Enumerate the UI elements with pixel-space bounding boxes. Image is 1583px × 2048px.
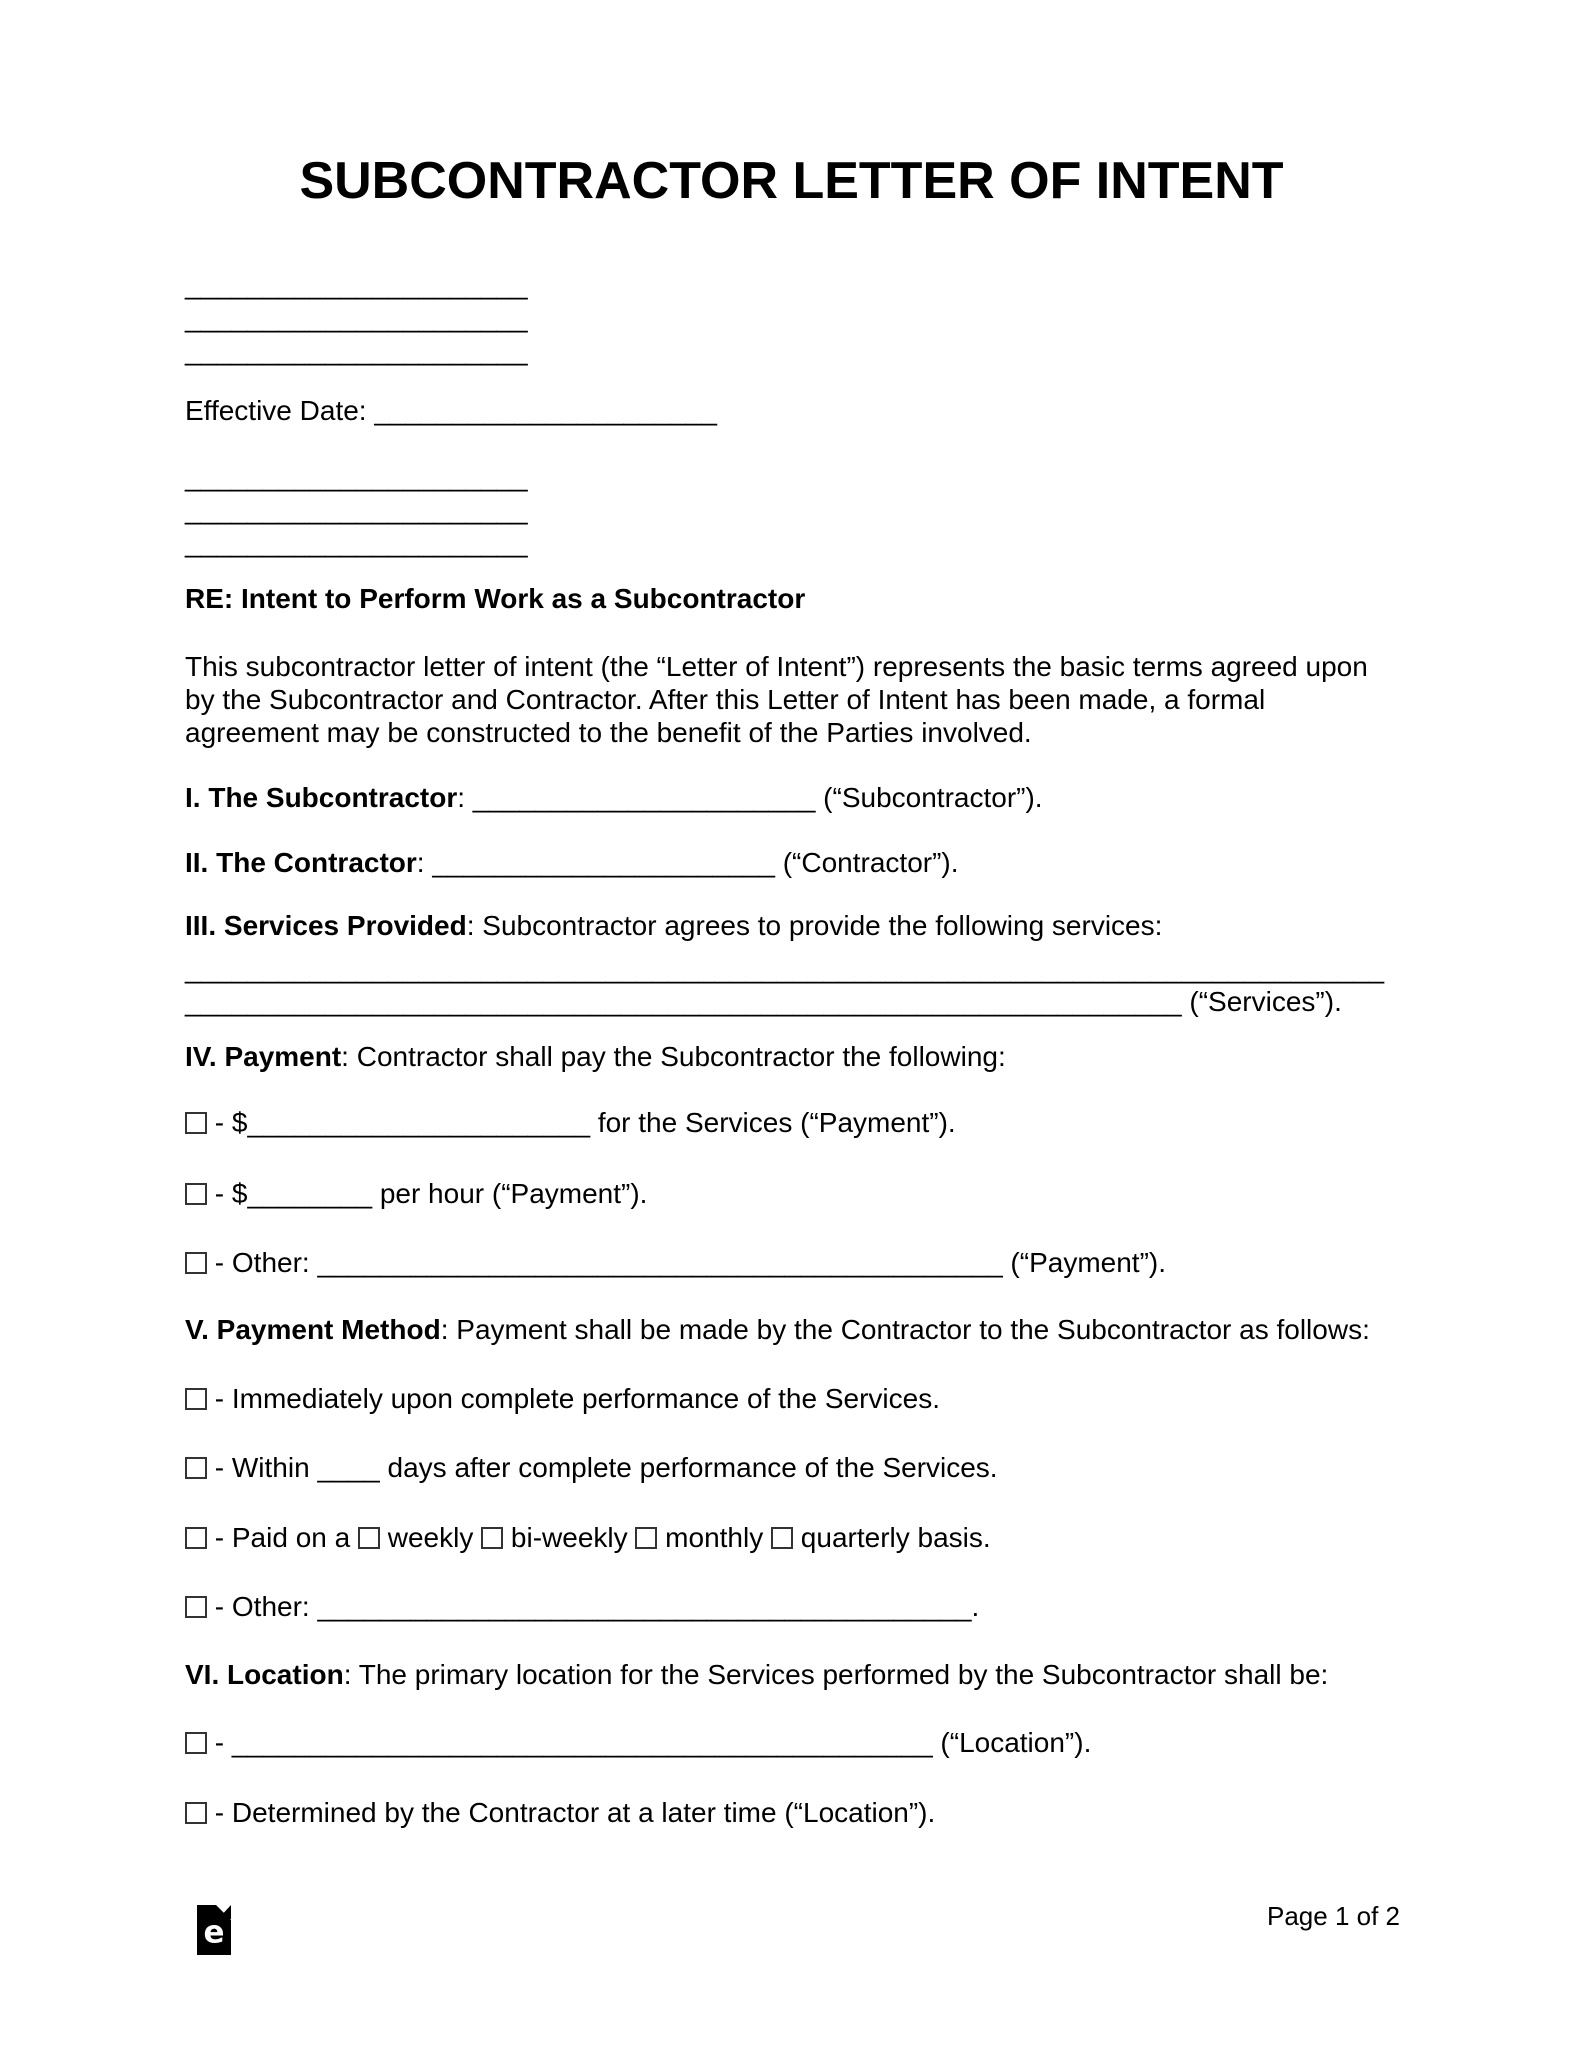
payment-method-within-days: - Within ____ days after complete performance of the Services. — [185, 1451, 1394, 1484]
section-payment-method — [185, 1313, 1394, 1346]
payment-option-fixed-amount: - $______________________ for the Services (“Payment”). — [185, 1106, 1394, 1139]
intro-paragraph — [185, 650, 1394, 749]
section-label: I. The Subcontractor — [185, 782, 458, 813]
checkbox-icon[interactable] — [185, 1457, 207, 1479]
section-label: VI. Location — [185, 1659, 344, 1690]
location-option-later: - Determined by the Contractor at a later time (“Location”). — [185, 1796, 1394, 1829]
location-option-address: - _____________________________________________ (“Location”). — [185, 1726, 1394, 1759]
checkbox-icon[interactable] — [185, 1802, 207, 1824]
section-payment — [185, 1040, 1394, 1073]
section-subcontractor — [185, 781, 1394, 814]
checkbox-icon[interactable] — [185, 1252, 207, 1274]
section-contractor — [185, 846, 1394, 879]
section-text: : Contractor shall pay the Subcontractor the following: — [341, 1041, 1006, 1072]
checkbox-icon[interactable] — [771, 1527, 793, 1549]
page-number: Page 1 of 2 — [1267, 1901, 1400, 1931]
checkbox-icon[interactable] — [635, 1527, 657, 1549]
intro-line: by the Subcontractor and Contractor. After this Letter of Intent has been made, a formal — [185, 684, 1266, 715]
section-label: II. The Contractor — [185, 847, 417, 878]
recipient-blank-lines — [185, 268, 1394, 367]
checkbox-icon[interactable] — [358, 1527, 380, 1549]
blank-line: ______________________ — [185, 494, 528, 525]
checkbox-icon[interactable] — [481, 1527, 503, 1549]
checkbox-icon[interactable] — [185, 1112, 207, 1134]
logo-letter: e — [203, 1914, 225, 1951]
payment-method-periodic-basis: - Paid on a weekly bi-weekly monthly quarterly basis. — [185, 1521, 1394, 1554]
payment-method-immediately: - Immediately upon complete performance of the Services. — [185, 1382, 1394, 1415]
section-text: : Payment shall be made by the Contractor to the Subcontractor as follows: — [440, 1314, 1370, 1345]
blank-line: ______________________ — [185, 461, 528, 492]
intro-line: agreement may be constructed to the benefit of the Parties involved. — [185, 717, 1032, 748]
section-label: III. Services Provided — [185, 910, 467, 941]
checkbox-icon[interactable] — [185, 1527, 207, 1549]
section-label: IV. Payment — [185, 1041, 342, 1072]
payment-option-other: - Other: ____________________________________________ (“Payment”). — [185, 1246, 1394, 1279]
checkbox-icon[interactable] — [185, 1596, 207, 1618]
blank-line: ______________________ — [185, 527, 528, 558]
section-text: : Subcontractor agrees to provide the following services: — [466, 910, 1163, 941]
eforms-logo — [197, 1905, 231, 1955]
effective-date-blank: ______________________ — [374, 395, 717, 426]
services-blank-line-2: ________________________________________________________________ (“Services”). — [185, 986, 1342, 1017]
intro-line: This subcontractor letter of intent (the “Letter of Intent”) represents the basic terms agreed upon — [185, 651, 1368, 682]
checkbox-icon[interactable] — [185, 1183, 207, 1205]
section-location — [185, 1658, 1394, 1691]
blank-line: ______________________ — [185, 302, 528, 333]
services-blank-line-1: _____________________________________________________________________________ — [185, 953, 1385, 984]
checkbox-icon[interactable] — [185, 1388, 207, 1410]
payment-method-other: - Other: __________________________________________. — [185, 1590, 1394, 1623]
section-services — [185, 909, 1394, 942]
subject-line: RE: Intent to Perform Work as a Subcontractor — [185, 583, 806, 614]
section-text: : ______________________ (“Contractor”). — [416, 847, 959, 878]
section-label: V. Payment Method — [185, 1314, 441, 1345]
sender-blank-lines — [185, 460, 1394, 559]
effective-date-label: Effective Date: — [185, 395, 375, 426]
checkbox-icon[interactable] — [185, 1732, 207, 1754]
effective-date-row — [185, 394, 1394, 427]
document-title: SUBCONTRACTOR LETTER OF INTENT — [299, 152, 1284, 210]
blank-line: ______________________ — [185, 335, 528, 366]
section-text: : The primary location for the Services performed by the Subcontractor shall be: — [343, 1659, 1329, 1690]
payment-option-per-hour: - $________ per hour (“Payment”). — [185, 1177, 1394, 1210]
blank-line: ______________________ — [185, 269, 528, 300]
section-text: : ______________________ (“Subcontractor”). — [457, 782, 1043, 813]
